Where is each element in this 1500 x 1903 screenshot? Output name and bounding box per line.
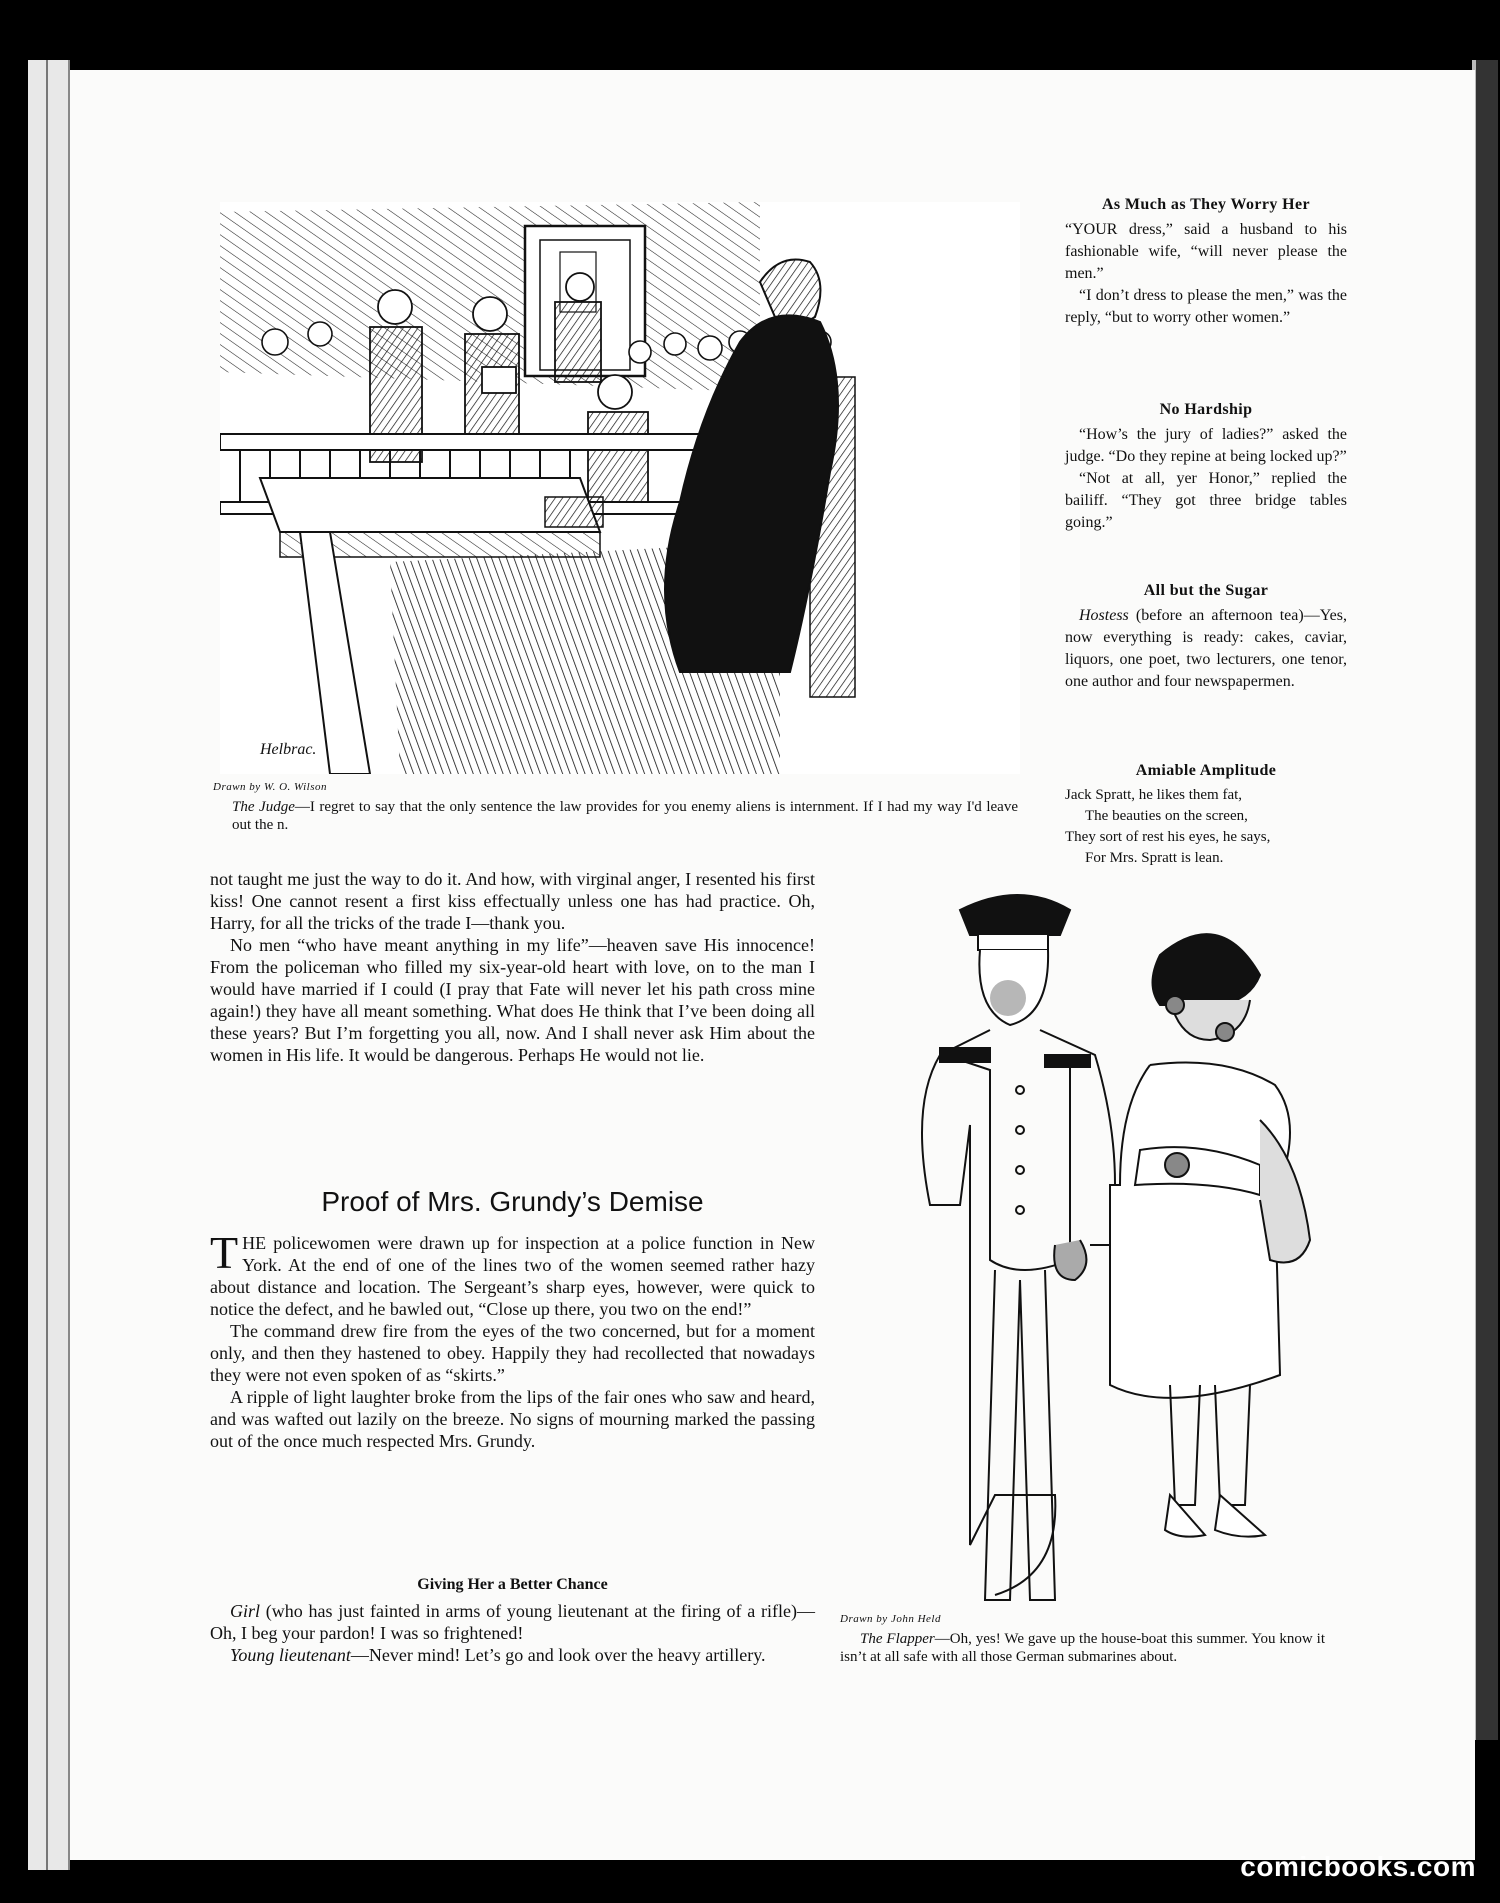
book-right-edge	[1472, 60, 1498, 1740]
article-headline: Proof of Mrs. Grundy’s Demise	[321, 1186, 704, 1217]
joke-title: Amiable Amplitude	[1135, 762, 1277, 779]
poem-line: For Mrs. Spratt is lean.	[1085, 850, 1224, 866]
joke-paragraph: (before an afternoon tea)—Yes, now everything is ready: cakes, caviar, liquors, one poet, two lecturers, one tenor, one author and four newspapermen.	[1065, 607, 1347, 690]
joke-all-but-sugar	[1065, 580, 1347, 693]
caption-speaker: The Judge	[232, 799, 295, 815]
courtroom-drawing	[220, 202, 1020, 774]
article-paragraph: A ripple of light laughter broke from the lips of the fair ones who saw and heard, and was wafted out lazily on the breeze. No signs of mourning marked the passing out of the once much respected Mrs. Grundy.	[210, 1387, 815, 1451]
joke-paragraph: “Not at all, yer Honor,” replied the bailiff. “They got three bridge tables going.”	[1065, 470, 1347, 531]
joke-paragraph: “How’s the jury of ladies?” asked the judge. “Do they repine at being locked up?”	[1065, 426, 1347, 465]
caption-speaker: The Flapper	[860, 1631, 935, 1647]
cartoon1-caption	[232, 798, 1018, 834]
flapper-illustration	[840, 880, 1330, 1620]
caption-text: —I regret to say that the only sentence the law provides for you enemy aliens is internment. If I had my way I'd leave out the n.	[232, 799, 1018, 833]
article-paragraph: No men “who have meant anything in my life”—heaven save His innocence! From the policeman who filled my six-year-old heart with love, on to the man I would have married if I could (I pray that Fate will never let his path cross mine again!) they have all meant something. What does He think that I’ve been doing all these years? But I’m forgetting you all, now. And I shall never ask Him about the women in His life. It would be dangerous. Perhaps He would not lie.	[210, 935, 815, 1065]
line-text: —Never mind! Let’s go and look over the heavy artillery.	[350, 1645, 766, 1665]
joke-title: All but the Sugar	[1143, 582, 1269, 599]
site-watermark: comicbooks.com	[1240, 1851, 1476, 1882]
joke-amiable-amplitude	[1065, 760, 1347, 869]
poem-line: The beauties on the screen,	[1085, 808, 1248, 824]
joke-title: As Much as They Worry Her	[1101, 196, 1311, 213]
article-paragraph: The command drew fire from the eyes of the two concerned, but for a moment only, and then they hastened to obey. Happily they had recollected that nowadays they were not even spoken of as “skirts.”	[210, 1321, 815, 1385]
joke-paragraph: “I don’t dress to please the men,” was the reply, “but to worry other women.”	[1065, 287, 1347, 326]
article-continued	[210, 868, 815, 1066]
article-paragraph: not taught me just the way to do it. And how, with virginal anger, I resented his first kiss! One cannot resent a first kiss effectually unless one has had practice. Oh, Harry, for all the tricks of the trade I—thank you.	[210, 869, 815, 933]
joke-line	[210, 1600, 815, 1644]
poem-line: Jack Spratt, he likes them fat,	[1065, 787, 1243, 803]
joke-paragraph: “YOUR dress,” said a husband to his fashionable wife, “will never please the men.”	[1065, 221, 1347, 282]
article-paragraph-text: HE policewomen were drawn up for inspection at a police function in New York. At the end of one of the lines two of the women seemed rather hazy about distance and location. The Sergeant’s sharp eyes, however, were quick to notice the defect, and he bawled out, “Close up there, you two on the end!”	[210, 1233, 815, 1319]
joke-line	[210, 1644, 815, 1666]
cartoon2-credit: Drawn by John Held	[840, 1613, 941, 1625]
speaker: Young lieutenant	[230, 1645, 351, 1665]
joke-title: No Hardship	[1159, 401, 1253, 418]
joke-no-hardship	[1065, 399, 1347, 534]
caption-text: —Oh, yes! We gave up the house-boat this summer. You know it isn’t at all safe with all those German submarines about.	[840, 1631, 1326, 1665]
joke-speaker: Hostess	[1079, 607, 1129, 624]
book-left-edge	[28, 60, 70, 1870]
joke-worry-her	[1065, 194, 1347, 329]
poem	[1065, 785, 1347, 869]
cartoon2-caption	[840, 1630, 1325, 1666]
grundy-article	[210, 1227, 815, 1452]
cartoon1-credit: Drawn by W. O. Wilson	[213, 781, 327, 793]
courtroom-illustration	[220, 202, 1020, 774]
joke-better-chance	[210, 1600, 815, 1666]
flapper-drawing	[840, 880, 1330, 1620]
drop-cap: T	[210, 1227, 239, 1278]
speaker: Girl	[230, 1601, 261, 1621]
line-text: (who has just fainted in arms of young lieutenant at the firing of a rifle)—Oh, I beg your pardon! I was so frightened!	[210, 1601, 815, 1643]
artist-signature: Helbrac.	[260, 741, 317, 758]
joke-title: Giving Her a Better Chance	[417, 1576, 608, 1593]
poem-line: They sort of rest his eyes, he says,	[1065, 829, 1271, 845]
article-paragraph	[210, 1227, 815, 1320]
